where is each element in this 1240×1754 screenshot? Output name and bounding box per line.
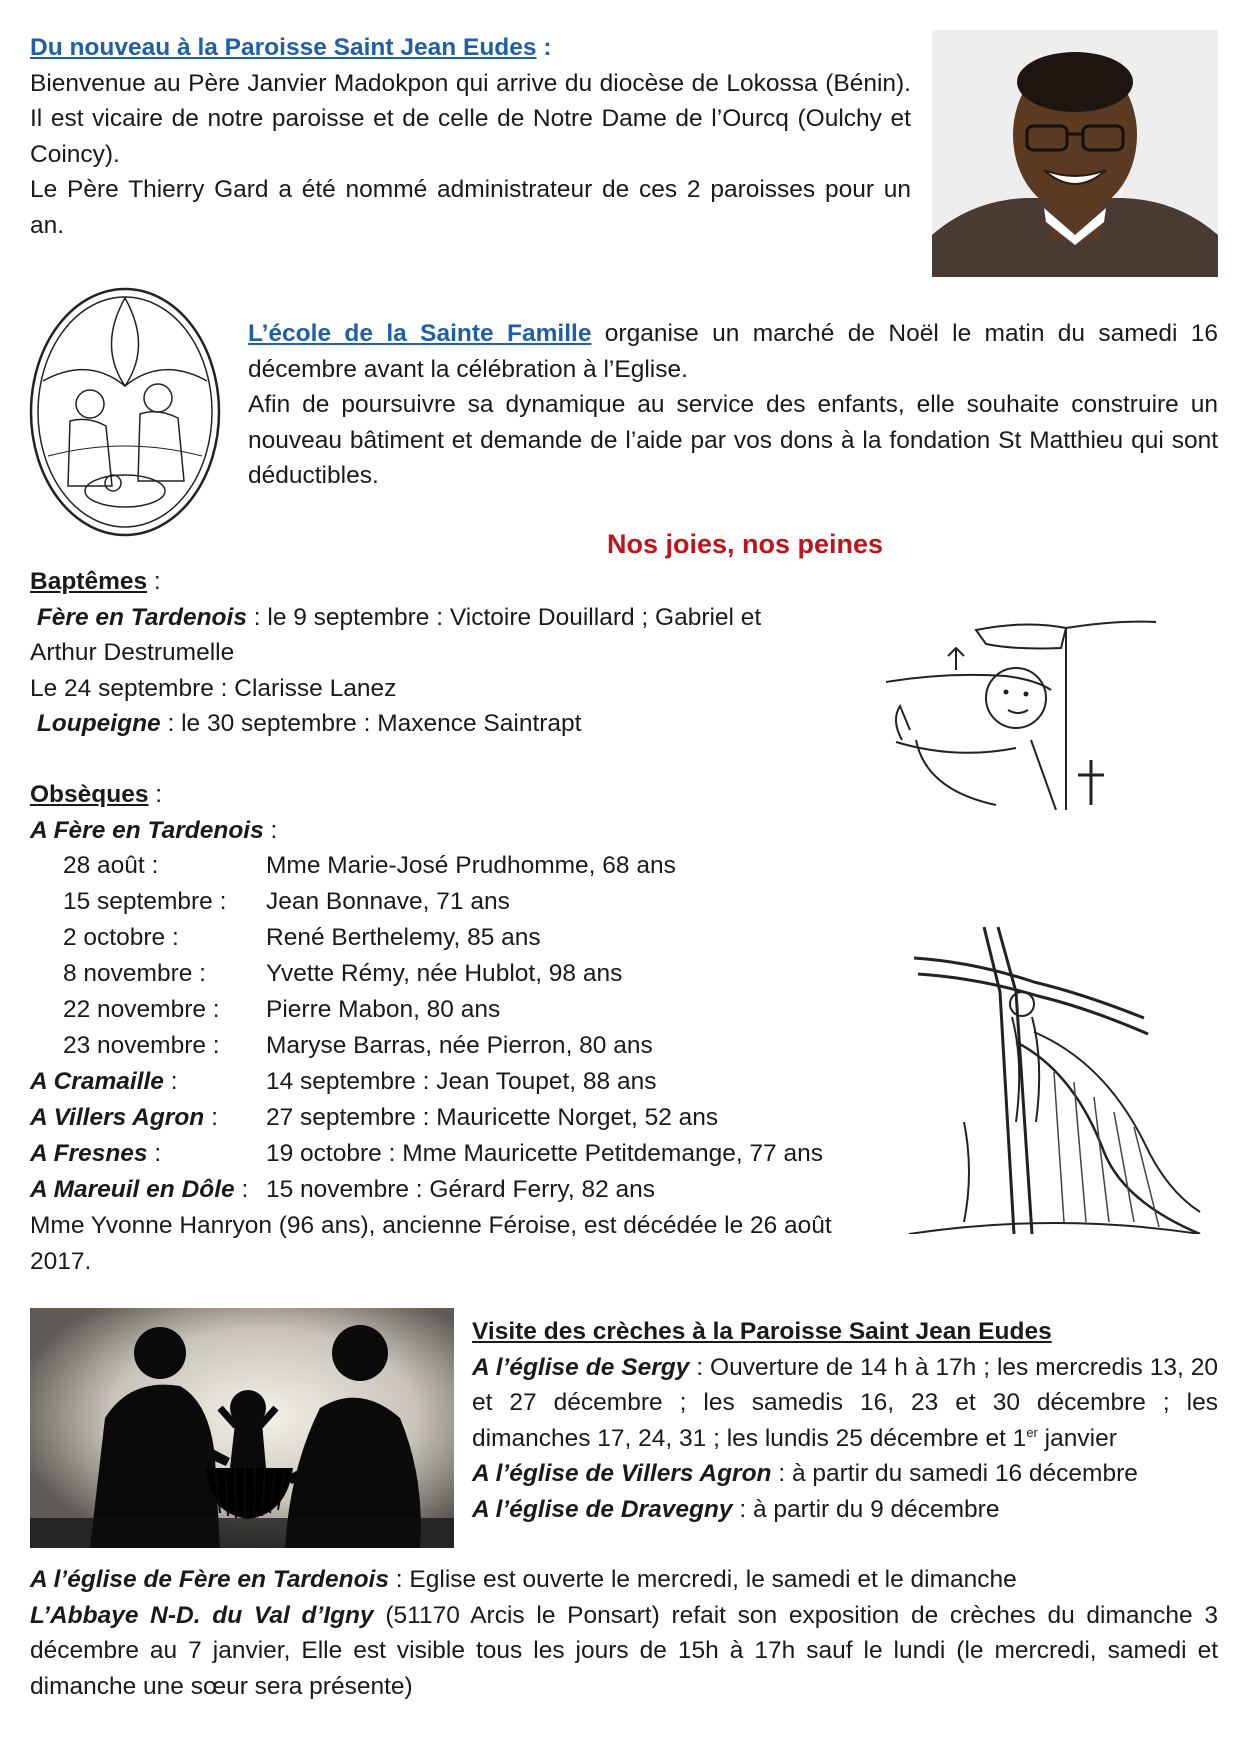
hanryon-line-1: Mme Yvonne Hanryon (96 ans), ancienne Féroise, est décédée le 26 août <box>30 1212 832 1239</box>
holy-family-icon <box>28 286 222 538</box>
baptemes-heading-line: Baptêmes : <box>30 568 161 595</box>
obseques-heading-block <box>30 777 277 848</box>
creches-bottom-block <box>30 1562 1218 1704</box>
creche-dravegny: A l’église de Dravegny : à partir du 9 décembre <box>472 1495 1000 1523</box>
obseque-row-name: René Berthelemy, 85 ans <box>266 924 541 951</box>
joies-peines-title: Nos joies, nos peines <box>607 529 884 559</box>
baptism-illustration <box>886 620 1166 810</box>
creche-abbaye: L’Abbaye N-D. du Val d’Igny (51170 Arcis le Ponsart) refait son exposition de crèches du dimanche 3 décembre au 7 janvier, Elle est visible tous les jours de 15h à 17h sauf le lundi (le mercredi, samedi et dimanche une sœur sera présente) <box>30 1601 1218 1700</box>
section-title-link[interactable]: Du nouveau à la Paroisse Saint Jean Eudes <box>30 34 537 61</box>
obseque-place: A Villers Agron : <box>30 1104 218 1131</box>
obseque-place: A Mareuil en Dôle : <box>30 1176 249 1203</box>
ecole-link[interactable]: L’école de la Sainte Famille <box>248 320 592 347</box>
baptism-icon <box>886 620 1166 810</box>
bapteme-entry-cont: Arthur Destrumelle <box>30 639 235 666</box>
section-new-priest <box>30 30 911 243</box>
obseque-row: 23 novembre : <box>63 1032 220 1059</box>
obseque-row-name: Mme Marie-José Prudhomme, 68 ans <box>266 852 676 879</box>
obseque-row: 28 août : <box>63 852 159 879</box>
administrator-paragraph: Le Père Thierry Gard a été nommé administrateur de ces 2 paroisses pour un an. <box>30 176 911 239</box>
obseque-place-text: 19 octobre : Mme Mauricette Petitdemange, 77 ans <box>266 1140 823 1167</box>
creches-right-block <box>472 1314 1218 1527</box>
fere-heading: A Fère en Tardenois <box>30 816 264 844</box>
creches-title: Visite des crèches à la Paroisse Saint Jean Eudes <box>472 1318 1052 1345</box>
bapteme-entry: Loupeigne : le 30 septembre : Maxence Saintrapt <box>36 710 582 737</box>
obseque-row: 15 septembre : <box>63 888 227 915</box>
nativity-silhouette-photo <box>30 1308 454 1548</box>
obseque-place-text: 14 septembre : Jean Toupet, 88 ans <box>266 1068 657 1095</box>
crucifix-illustration <box>904 922 1204 1234</box>
obseque-row-name: Pierre Mabon, 80 ans <box>266 996 501 1023</box>
obseque-place: A Fresnes : <box>30 1140 162 1167</box>
stained-glass-illustration <box>28 286 222 538</box>
creche-fere: A l’église de Fère en Tardenois : Eglise est ouverte le mercredi, le samedi et le dimanche <box>30 1566 1017 1593</box>
ecole-paragraph-1: L’école de la Sainte Famille organise un marché de Noël le matin du samedi 16 décembre avant la célébration à l’Eglise. <box>248 320 1218 383</box>
hanryon-line-2: 2017. <box>30 1248 92 1275</box>
obseques-heading-line: Obsèques : <box>30 781 163 808</box>
obseque-place-text: 15 novembre : Gérard Ferry, 82 ans <box>266 1176 655 1203</box>
obseque-row: 2 octobre : <box>63 924 179 951</box>
baptemes-block <box>30 564 880 742</box>
obseque-row-name: Jean Bonnave, 71 ans <box>266 888 510 915</box>
welcome-paragraph: Bienvenue au Père Janvier Madokpon qui arrive du diocèse de Lokossa (Bénin). Il est vicaire de notre paroisse et de celle de Notre Dame de l’Ourcq (Oulchy et Coincy). <box>30 69 911 168</box>
priest-portrait-image <box>932 30 1218 277</box>
obseque-place: A Cramaille : <box>30 1068 178 1095</box>
obseques-heading: Obsèques <box>30 781 149 808</box>
obseque-row-name: Yvette Rémy, née Hublot, 98 ans <box>266 960 623 987</box>
section-ecole <box>248 316 1218 494</box>
bapteme-entry: Fère en Tardenois : le 9 septembre : Victoire Douillard ; Gabriel et <box>36 603 762 631</box>
creche-villers: A l’église de Villers Agron : à partir du samedi 16 décembre <box>472 1460 1138 1487</box>
fere-heading-line: A Fère en Tardenois : <box>30 816 278 844</box>
crucifix-icon <box>904 922 1204 1234</box>
obseque-row: 8 novembre : <box>63 960 206 987</box>
obseque-row-name: Maryse Barras, née Pierron, 80 ans <box>266 1032 653 1059</box>
ecole-paragraph-2: Afin de poursuivre sa dynamique au service des enfants, elle souhaite construire un nouveau bâtiment et demande de l’aide par vos dons à la fondation St Matthieu qui sont déductibles. <box>248 391 1218 489</box>
baptemes-heading: Baptêmes <box>30 568 148 595</box>
priest-photo <box>932 30 1218 277</box>
obseque-row: 22 novembre : <box>63 996 220 1023</box>
section-title: Du nouveau à la Paroisse Saint Jean Eudes : <box>30 34 552 61</box>
creche-sergy: A l’église de Sergy : Ouverture de 14 h à 17h ; les mercredis 13, 20 et 27 décembre ; les samedis 16, 23 et 30 décembre ; les dimanches 17, 24, 31 ; les lundis 25 décembre et 1er janvier <box>472 1353 1218 1452</box>
obseque-place-text: 27 septembre : Mauricette Norget, 52 ans <box>266 1104 719 1131</box>
nativity-silhouette-icon <box>30 1308 454 1548</box>
bapteme-entry: Le 24 septembre : Clarisse Lanez <box>30 674 397 702</box>
